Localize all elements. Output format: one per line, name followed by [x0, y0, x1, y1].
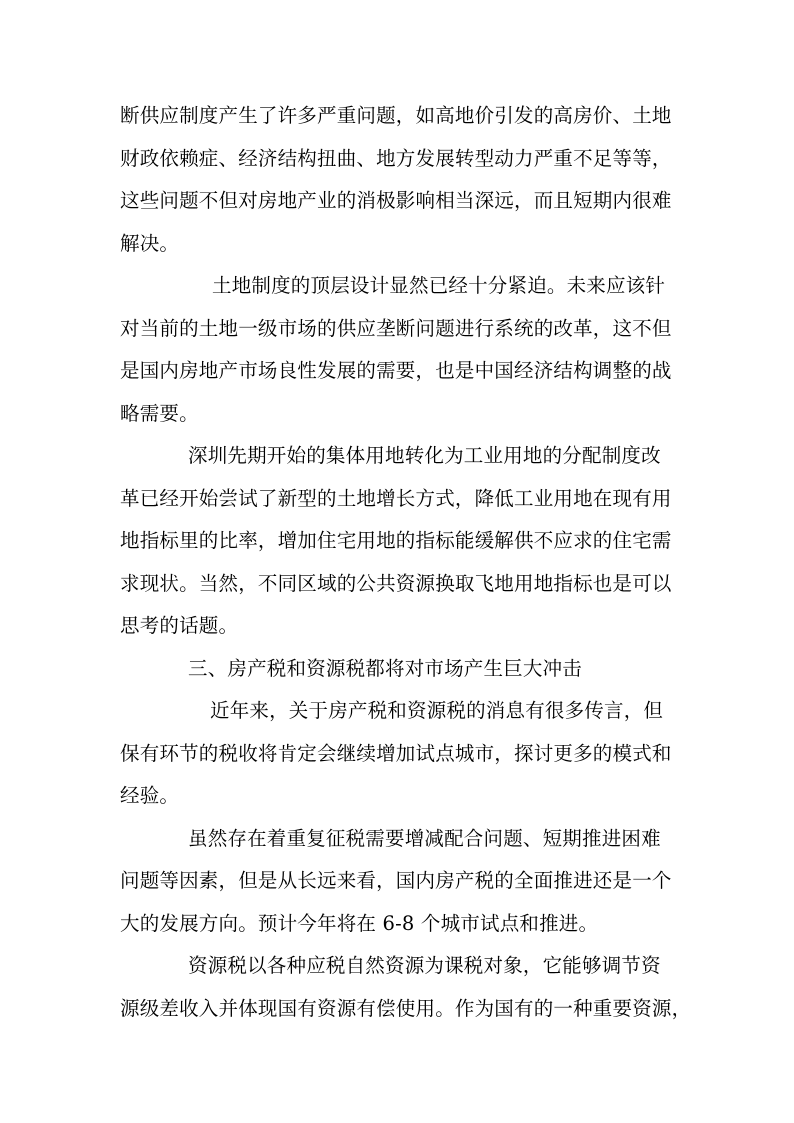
text-line-9: 深圳先期开始的集体用地转化为工业用地的分配制度改 [188, 444, 661, 467]
text-line-18: 虽然存在着重复征税需要增减配合问题、短期推进困难 [188, 827, 661, 850]
text-line-1: 断供应制度产生了许多严重问题，如高地价引发的高房价、土地 [120, 104, 672, 127]
text-line-8: 略需要。 [120, 402, 199, 425]
text-line-3: 这些问题不但对房地产业的消极影响相当深远，而且短期内很难 [120, 189, 672, 212]
text-line-11: 地指标里的比率，增加住宅用地的指标能缓解供不应求的住宅需 [120, 529, 672, 552]
text-line-19: 问题等因素，但是从长远来看，国内房产税的全面推进还是一个 [120, 869, 672, 892]
text-line-12: 求现状。当然，不同区域的公共资源换取飞地用地指标也是可以 [120, 572, 672, 595]
text-line-17: 经验。 [120, 784, 180, 807]
text-line-22: 源级差收入并体现国有资源有偿使用。作为国有的一种重要资源， [120, 997, 692, 1020]
text-line-16: 保有环节的税收将肯定会继续增加试点城市，探讨更多的模式和 [120, 742, 672, 765]
text-line-13: 思考的话题。 [120, 614, 239, 637]
text-line-6: 对当前的土地一级市场的供应垄断问题进行系统的改革，这不但 [120, 317, 672, 340]
text-line-15: 近年来，关于房产税和资源税的消息有很多传言，但 [210, 699, 664, 722]
section-heading: 三、房产税和资源税都将对市场产生巨大冲击 [188, 657, 583, 680]
text-line-10: 革已经开始尝试了新型的土地增长方式，降低工业用地在现有用 [120, 487, 672, 510]
text-line-2: 财政依赖症、经济结构扭曲、地方发展转型动力严重不足等等， [120, 147, 672, 170]
text-line-21: 资源税以各种应税自然资源为课税对象，它能够调节资 [188, 954, 661, 977]
text-line-4: 解决。 [120, 232, 180, 255]
text-line-5: 土地制度的顶层设计显然已经十分紧迫。未来应该针 [212, 274, 666, 297]
text-line-20: 大的发展方向。预计今年将在 6-8 个城市试点和推进。 [120, 912, 599, 935]
text-line-7: 是国内房地产市场良性发展的需要，也是中国经济结构调整的战 [120, 359, 672, 382]
